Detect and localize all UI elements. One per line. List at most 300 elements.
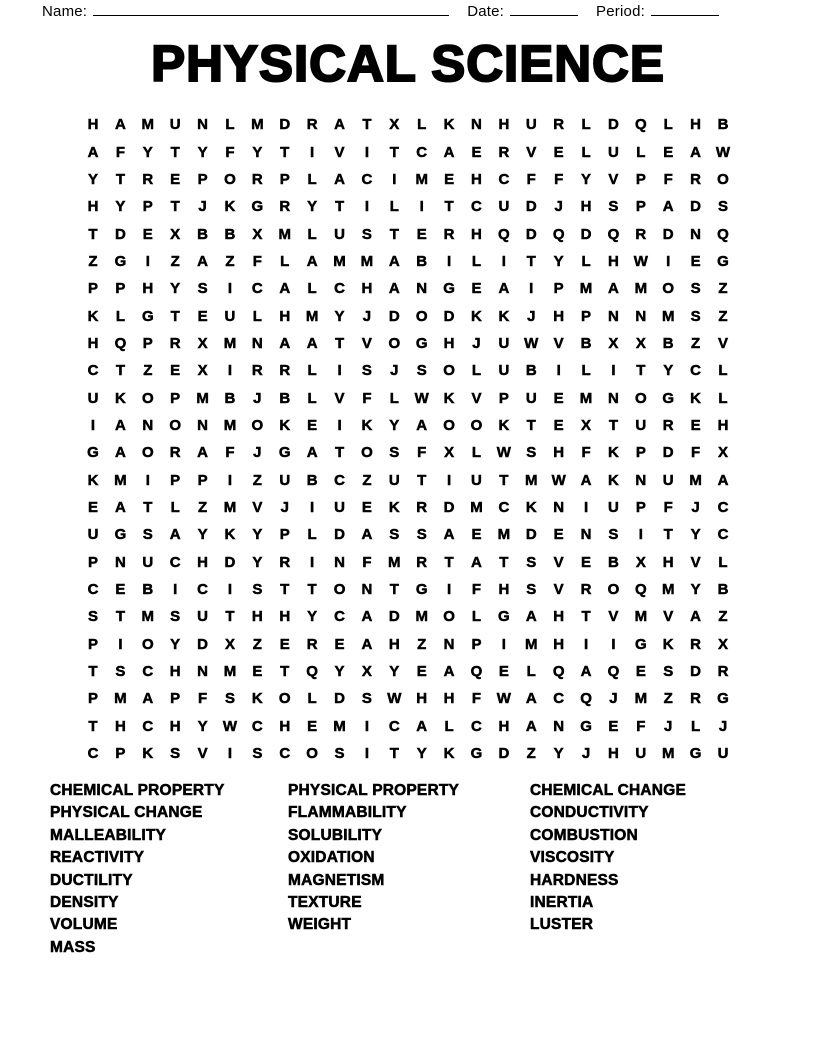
- word-list-item: CHEMICAL CHANGE: [530, 782, 686, 799]
- grid-letter: A: [525, 717, 537, 735]
- grid-letter: L: [280, 252, 290, 270]
- grid-letter: U: [169, 116, 181, 134]
- grid-letter: P: [88, 690, 99, 708]
- grid-letter: I: [364, 143, 369, 161]
- grid-letter: S: [608, 198, 619, 216]
- grid-letter: U: [635, 745, 647, 763]
- grid-letter: U: [388, 471, 400, 489]
- word-list-column: [50, 780, 288, 959]
- grid-letter: C: [361, 170, 373, 188]
- grid-letter: Y: [307, 198, 318, 216]
- grid-letter: C: [717, 498, 729, 516]
- grid-letter: Z: [225, 252, 235, 270]
- grid-letter: R: [279, 362, 291, 380]
- grid-letter: J: [390, 362, 399, 380]
- grid-letter: W: [222, 717, 238, 735]
- grid-letter: J: [198, 198, 207, 216]
- grid-letter: L: [307, 225, 317, 243]
- word-list-item: CHEMICAL PROPERTY: [50, 782, 225, 799]
- grid-letter: A: [306, 252, 318, 270]
- grid-letter: C: [169, 553, 181, 571]
- grid-letter: L: [691, 717, 701, 735]
- grid-letter: H: [388, 635, 400, 653]
- grid-letter: D: [388, 608, 400, 626]
- grid-letter: N: [608, 389, 619, 407]
- word-list-item: TEXTURE: [288, 894, 362, 912]
- grid-letter: A: [142, 690, 154, 708]
- grid-letter: K: [443, 389, 455, 407]
- word-list-item: DUCTILITY: [50, 871, 133, 889]
- grid-letter: D: [690, 663, 702, 681]
- grid-letter: S: [416, 526, 427, 544]
- grid-letter: G: [662, 389, 675, 407]
- grid-letter: A: [169, 526, 181, 544]
- grid-letter: C: [388, 717, 400, 735]
- grid-letter: B: [142, 581, 154, 599]
- grid-letter: M: [470, 498, 483, 516]
- grid-letter: N: [553, 498, 565, 516]
- grid-letter: S: [663, 663, 674, 681]
- grid-letter: Q: [607, 663, 620, 681]
- grid-letter: P: [553, 280, 564, 298]
- grid-letter: U: [608, 143, 619, 161]
- grid-letter: B: [197, 225, 208, 243]
- grid-letter: H: [114, 717, 126, 735]
- grid-letter: I: [310, 553, 315, 571]
- grid-letter: E: [444, 170, 455, 188]
- grid-letter: R: [251, 170, 263, 188]
- grid-letter: U: [608, 498, 619, 516]
- grid-letter: V: [334, 389, 345, 407]
- grid-letter: Z: [526, 745, 536, 763]
- grid-letter: H: [87, 116, 99, 134]
- grid-letter: V: [553, 553, 564, 571]
- grid-letter: N: [197, 116, 208, 134]
- grid-letter: L: [471, 362, 482, 380]
- grid-letter: C: [471, 717, 482, 735]
- grid-letter: E: [252, 663, 263, 681]
- grid-letter: B: [580, 334, 592, 352]
- grid-letter: U: [471, 471, 482, 489]
- grid-letter: P: [88, 635, 99, 653]
- grid-letter: C: [690, 362, 702, 380]
- grid-letter: L: [718, 553, 728, 571]
- grid-letter: A: [608, 280, 619, 298]
- grid-letter: F: [691, 444, 701, 462]
- grid-letter: O: [470, 416, 483, 434]
- grid-letter: C: [717, 526, 729, 544]
- grid-letter: R: [142, 170, 154, 188]
- grid-letter: L: [636, 143, 646, 161]
- grid-letter: T: [417, 471, 427, 489]
- grid-letter: L: [307, 280, 317, 298]
- grid-letter: X: [361, 663, 372, 681]
- grid-letter: A: [87, 143, 99, 161]
- grid-letter: M: [333, 717, 346, 735]
- grid-letter: A: [388, 252, 400, 270]
- grid-letter: Z: [718, 280, 728, 298]
- grid-letter: P: [115, 280, 126, 298]
- grid-letter: T: [526, 252, 536, 270]
- grid-letter: T: [170, 143, 180, 161]
- grid-letter: E: [690, 252, 701, 270]
- grid-letter: I: [227, 280, 233, 298]
- grid-letter: O: [278, 690, 291, 708]
- grid-letter: E: [416, 663, 427, 681]
- grid-letter: B: [717, 581, 729, 599]
- grid-letter: R: [553, 116, 565, 134]
- grid-letter: E: [553, 143, 564, 161]
- grid-letter: H: [142, 280, 154, 298]
- grid-letter: U: [334, 498, 345, 516]
- grid-letter: H: [690, 116, 702, 134]
- grid-letter: Z: [718, 608, 728, 626]
- grid-letter: A: [416, 416, 428, 434]
- date-label: Date:: [467, 3, 505, 20]
- grid-letter: U: [87, 526, 99, 544]
- grid-letter: G: [114, 526, 127, 544]
- grid-letter: A: [662, 198, 674, 216]
- grid-letter: L: [581, 143, 591, 161]
- grid-letter: L: [581, 362, 591, 380]
- grid-letter: C: [142, 717, 154, 735]
- grid-letter: L: [307, 362, 317, 380]
- grid-letter: T: [499, 553, 509, 571]
- grid-letter: S: [608, 526, 619, 544]
- word-list-item: MASS: [50, 938, 96, 956]
- grid-letter: Z: [143, 362, 153, 380]
- grid-letter: E: [416, 225, 427, 243]
- grid-letter: D: [443, 498, 455, 516]
- grid-letter: N: [197, 416, 208, 434]
- grid-letter: T: [581, 608, 591, 626]
- grid-letter: Q: [717, 225, 729, 243]
- grid-letter: X: [197, 334, 208, 352]
- grid-letter: A: [114, 116, 126, 134]
- grid-letter: X: [389, 116, 400, 134]
- word-list-item: FLAMMABILITY: [288, 804, 407, 822]
- grid-letter: A: [388, 280, 400, 298]
- grid-letter: S: [526, 581, 537, 599]
- grid-letter: N: [608, 307, 619, 325]
- grid-letter: A: [361, 608, 373, 626]
- grid-letter: I: [556, 362, 561, 380]
- grid-letter: C: [251, 280, 263, 298]
- grid-letter: H: [608, 745, 619, 763]
- grid-letter: T: [170, 198, 180, 216]
- grid-letter: O: [388, 334, 401, 352]
- grid-letter: E: [553, 389, 564, 407]
- grid-letter: S: [361, 690, 372, 708]
- grid-letter: H: [498, 717, 510, 735]
- grid-letter: F: [471, 581, 482, 599]
- grid-letter: M: [525, 635, 538, 653]
- grid-letter: H: [553, 608, 565, 626]
- grid-letter: O: [662, 280, 675, 298]
- grid-letter: T: [115, 170, 125, 188]
- grid-letter: H: [443, 690, 455, 708]
- grid-letter: O: [443, 416, 455, 434]
- grid-letter: Z: [718, 307, 728, 325]
- grid-letter: E: [471, 526, 482, 544]
- grid-letter: S: [224, 690, 235, 708]
- grid-letter: E: [307, 717, 318, 735]
- grid-letter: G: [717, 252, 729, 270]
- grid-letter: J: [718, 717, 728, 735]
- grid-letter: F: [252, 252, 262, 270]
- grid-letter: M: [333, 252, 346, 270]
- grid-letter: L: [307, 690, 317, 708]
- grid-letter: F: [636, 717, 646, 735]
- grid-letter: S: [526, 553, 537, 571]
- grid-letter: S: [717, 198, 728, 216]
- grid-letter: A: [416, 717, 428, 735]
- grid-letter: E: [553, 526, 564, 544]
- grid-letter: R: [690, 690, 702, 708]
- grid-letter: Y: [553, 252, 564, 270]
- grid-letter: E: [690, 416, 701, 434]
- grid-letter: G: [634, 635, 647, 653]
- grid-letter: K: [87, 307, 99, 325]
- grid-letter: K: [279, 416, 291, 434]
- grid-letter: X: [444, 444, 455, 462]
- name-label: Name:: [42, 3, 88, 20]
- grid-letter: Y: [197, 526, 208, 544]
- word-list-item: VISCOSITY: [530, 849, 615, 867]
- word-list-item: LUSTER: [530, 916, 594, 934]
- grid-letter: P: [142, 334, 153, 352]
- grid-letter: A: [114, 416, 126, 434]
- grid-letter: Q: [306, 663, 318, 681]
- grid-letter: U: [717, 745, 729, 763]
- grid-letter: I: [173, 581, 178, 599]
- grid-letter: C: [279, 745, 291, 763]
- period-blank-line: [651, 2, 719, 16]
- grid-letter: I: [501, 635, 506, 653]
- grid-letter: T: [280, 143, 290, 161]
- grid-letter: G: [141, 307, 154, 325]
- grid-letter: Y: [416, 745, 427, 763]
- grid-letter: T: [170, 307, 180, 325]
- grid-letter: U: [87, 389, 99, 407]
- grid-letter: U: [142, 553, 154, 571]
- grid-letter: V: [553, 581, 564, 599]
- grid-letter: K: [471, 307, 482, 325]
- grid-letter: C: [334, 608, 345, 626]
- grid-letter: I: [583, 635, 589, 653]
- grid-letter: J: [253, 444, 262, 462]
- period-label: Period:: [596, 3, 645, 20]
- grid-letter: A: [525, 608, 537, 626]
- grid-letter: P: [635, 198, 646, 216]
- grid-letter: K: [443, 116, 455, 134]
- grid-letter: W: [496, 444, 511, 462]
- grid-letter: N: [197, 663, 208, 681]
- grid-letter: V: [663, 608, 674, 626]
- grid-letter: V: [197, 745, 208, 763]
- grid-letter: R: [580, 581, 592, 599]
- grid-letter: M: [388, 553, 401, 571]
- grid-letter: P: [635, 444, 646, 462]
- grid-letter: L: [444, 717, 454, 735]
- grid-letter: T: [389, 225, 399, 243]
- grid-letter: L: [170, 498, 180, 516]
- grid-letter: M: [634, 280, 648, 298]
- grid-letter: P: [88, 280, 99, 298]
- grid-letter: Y: [197, 717, 208, 735]
- grid-letter: U: [635, 416, 647, 434]
- grid-letter: S: [389, 526, 400, 544]
- grid-letter: Y: [334, 307, 345, 325]
- grid-letter: P: [142, 198, 153, 216]
- grid-letter: N: [334, 553, 345, 571]
- grid-letter: F: [225, 444, 235, 462]
- grid-letter: B: [608, 553, 619, 571]
- grid-letter: C: [334, 471, 345, 489]
- grid-letter: S: [361, 225, 372, 243]
- grid-letter: I: [364, 198, 369, 216]
- grid-letter: S: [197, 280, 208, 298]
- grid-letter: Z: [663, 690, 673, 708]
- grid-letter: M: [661, 307, 675, 325]
- grid-letter: L: [389, 389, 399, 407]
- grid-letter: H: [498, 581, 510, 599]
- grid-letter: V: [608, 608, 619, 626]
- grid-letter: T: [334, 444, 345, 462]
- grid-letter: L: [471, 608, 482, 626]
- grid-letter: H: [553, 307, 565, 325]
- grid-letter: D: [114, 225, 126, 243]
- grid-letter: T: [88, 663, 98, 681]
- grid-letter: I: [611, 635, 616, 653]
- grid-letter: C: [87, 745, 99, 763]
- grid-letter: H: [416, 690, 428, 708]
- grid-letter: N: [251, 334, 263, 352]
- grid-letter: T: [280, 581, 290, 599]
- grid-letter: K: [142, 745, 154, 763]
- grid-letter: R: [443, 225, 455, 243]
- grid-letter: M: [360, 252, 374, 270]
- grid-letter: A: [279, 280, 291, 298]
- grid-letter: R: [690, 170, 702, 188]
- grid-letter: A: [361, 526, 373, 544]
- grid-letter: I: [447, 471, 452, 489]
- grid-letter: E: [635, 663, 646, 681]
- grid-letter: Y: [389, 663, 400, 681]
- grid-letter: T: [88, 225, 98, 243]
- grid-letter: T: [636, 362, 646, 380]
- grid-letter: Z: [417, 635, 427, 653]
- word-list: [50, 780, 786, 959]
- grid-letter: V: [717, 334, 728, 352]
- grid-letter: D: [690, 198, 702, 216]
- grid-letter: K: [608, 444, 619, 462]
- grid-letter: I: [310, 498, 315, 516]
- grid-letter: C: [471, 198, 482, 216]
- grid-letter: E: [334, 635, 345, 653]
- grid-letter: Y: [252, 553, 263, 571]
- grid-letter: R: [251, 362, 263, 380]
- grid-letter: T: [499, 471, 509, 489]
- grid-letter: M: [305, 307, 319, 325]
- grid-letter: X: [635, 334, 646, 352]
- grid-letter: X: [252, 225, 263, 243]
- grid-letter: D: [443, 307, 455, 325]
- grid-letter: Y: [115, 198, 126, 216]
- grid-letter: H: [279, 608, 291, 626]
- grid-letter: K: [498, 416, 510, 434]
- grid-letter: Y: [170, 635, 181, 653]
- word-list-item: PHYSICAL CHANGE: [50, 804, 203, 822]
- grid-letter: L: [581, 116, 591, 134]
- grid-letter: T: [389, 745, 399, 763]
- grid-letter: T: [307, 581, 317, 599]
- grid-letter: M: [223, 498, 237, 516]
- grid-letter: G: [278, 444, 291, 462]
- grid-letter: A: [525, 690, 537, 708]
- grid-letter: L: [307, 389, 317, 407]
- grid-letter: K: [87, 471, 99, 489]
- grid-letter: Y: [307, 608, 318, 626]
- grid-letter: K: [443, 745, 455, 763]
- grid-letter: V: [334, 143, 345, 161]
- date-blank-line: [510, 2, 578, 16]
- grid-letter: T: [225, 608, 235, 626]
- grid-letter: N: [553, 717, 565, 735]
- grid-letter: B: [416, 252, 428, 270]
- grid-letter: I: [666, 252, 671, 270]
- grid-letter: K: [224, 198, 236, 216]
- grid-letter: E: [553, 416, 564, 434]
- grid-letter: Y: [553, 745, 564, 763]
- grid-letter: M: [579, 389, 593, 407]
- grid-letter: B: [662, 334, 674, 352]
- grid-letter: V: [690, 553, 701, 571]
- grid-letter: T: [389, 581, 399, 599]
- grid-letter: Z: [691, 334, 701, 352]
- grid-letter: A: [580, 663, 592, 681]
- grid-letter: H: [361, 280, 373, 298]
- grid-letter: I: [447, 581, 452, 599]
- grid-letter: P: [635, 170, 646, 188]
- grid-letter: G: [689, 745, 702, 763]
- grid-letter: A: [306, 334, 318, 352]
- grid-letter: T: [526, 416, 536, 434]
- grid-letter: I: [364, 717, 369, 735]
- grid-letter: L: [225, 116, 235, 134]
- grid-letter: N: [416, 280, 428, 298]
- grid-letter: U: [279, 471, 291, 489]
- grid-letter: P: [635, 498, 646, 516]
- grid-letter: H: [279, 717, 291, 735]
- grid-letter: P: [170, 389, 181, 407]
- grid-letter: K: [114, 389, 126, 407]
- grid-letter: M: [141, 608, 155, 626]
- grid-letter: Y: [197, 143, 208, 161]
- grid-letter: Y: [170, 280, 181, 298]
- grid-letter: M: [525, 471, 538, 489]
- grid-letter: W: [551, 471, 566, 489]
- grid-letter: S: [142, 526, 153, 544]
- grid-letter: A: [498, 280, 510, 298]
- grid-letter: F: [197, 690, 208, 708]
- grid-letter: J: [472, 334, 481, 352]
- grid-letter: S: [88, 608, 99, 626]
- grid-letter: Z: [88, 252, 98, 270]
- grid-letter: A: [443, 143, 455, 161]
- grid-letter: M: [661, 581, 675, 599]
- grid-letter: D: [197, 635, 208, 653]
